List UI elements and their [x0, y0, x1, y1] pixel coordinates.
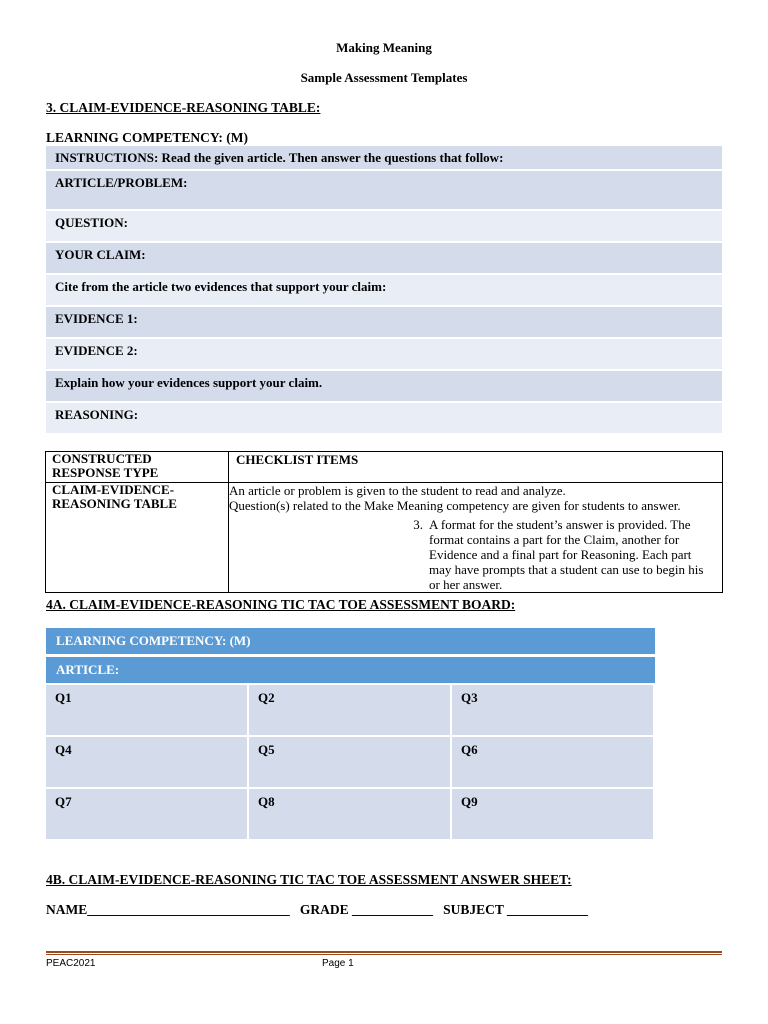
- document-subtitle: Sample Assessment Templates: [300, 70, 468, 85]
- checklist-item-2: Question(s) related to the Make Meaning competency are given for students to answer.: [229, 498, 681, 513]
- footer-rule-thin: [46, 954, 722, 955]
- section-3-competency: LEARNING COMPETENCY: (M): [46, 130, 248, 145]
- footer-page-number: Page 1: [322, 958, 354, 969]
- ttt-article-banner: ARTICLE:: [46, 657, 655, 683]
- checklist-table: [45, 451, 723, 593]
- ttt-competency-banner: LEARNING COMPETENCY: (M): [46, 628, 655, 654]
- section-3-heading: 3. CLAIM-EVIDENCE-REASONING TABLE:: [46, 100, 321, 115]
- checklist-header-items: CHECKLIST ITEMS: [236, 452, 359, 467]
- footer-rule: [46, 951, 722, 953]
- checklist-item-3-text: A format for the student’s answer is provided. The format contains a part for the Claim, another for Evidence and a final part for Reasoning. Each part may have prompts that a student can use to begin his or her answer.: [429, 517, 704, 592]
- ttt-board: [46, 685, 655, 841]
- cer-row-question: QUESTION:: [46, 211, 722, 243]
- checklist-item-3-number: 3.: [413, 517, 423, 532]
- cer-row-claim: YOUR CLAIM:: [46, 243, 722, 275]
- checklist-items-cell: [229, 483, 723, 593]
- footer-left: PEAC2021: [46, 958, 96, 969]
- cer-row-explain: Explain how your evidences support your claim.: [46, 371, 722, 403]
- ttt-cell-q8: Q8: [249, 789, 452, 841]
- checklist-header-type: CONSTRUCTED RESPONSE TYPE: [46, 452, 229, 483]
- checklist-item-1: An article or problem is given to the student to read and analyze.: [229, 483, 566, 498]
- ttt-cell-q1: Q1: [46, 685, 249, 737]
- section-4a-heading: 4A. CLAIM-EVIDENCE-REASONING TIC TAC TOE ASSESSMENT BOARD:: [46, 597, 516, 612]
- ttt-cell-q7: Q7: [46, 789, 249, 841]
- ttt-cell-q6: Q6: [452, 737, 655, 789]
- cer-row-cite: Cite from the article two evidences that support your claim:: [46, 275, 722, 307]
- document-title: Making Meaning: [336, 40, 432, 55]
- cer-row-instructions: INSTRUCTIONS: Read the given article. Then answer the questions that follow:: [46, 146, 722, 171]
- ttt-cell-q2: Q2: [249, 685, 452, 737]
- cer-row-evidence-1: EVIDENCE 1:: [46, 307, 722, 339]
- checklist-item-3: [229, 517, 716, 592]
- cer-row-reasoning: REASONING:: [46, 403, 722, 435]
- ttt-cell-q5: Q5: [249, 737, 452, 789]
- ttt-cell-q4: Q4: [46, 737, 249, 789]
- answer-sheet-fields: NAME______________________________ GRADE ____________ SUBJECT ____________: [46, 902, 589, 917]
- cer-row-article: ARTICLE/PROBLEM:: [46, 171, 722, 211]
- section-4b-heading: 4B. CLAIM-EVIDENCE-REASONING TIC TAC TOE ASSESSMENT ANSWER SHEET:: [46, 872, 572, 887]
- cer-row-evidence-2: EVIDENCE 2:: [46, 339, 722, 371]
- ttt-cell-q9: Q9: [452, 789, 655, 841]
- checklist-type-cell: CLAIM-EVIDENCE-REASONING TABLE: [46, 483, 229, 593]
- ttt-cell-q3: Q3: [452, 685, 655, 737]
